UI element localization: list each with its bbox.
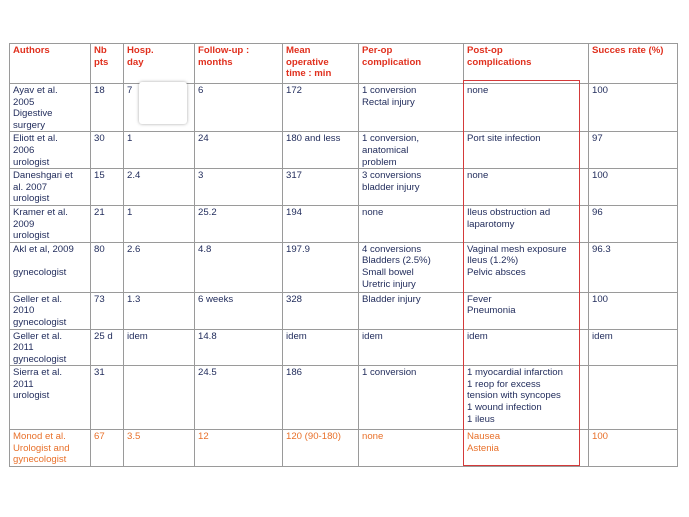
cell-per-op <box>359 430 464 467</box>
table-row <box>10 366 678 430</box>
cell-text: Pneumonia <box>467 305 516 317</box>
header-mean-op-time <box>283 44 359 84</box>
cell-follow-up <box>195 169 283 206</box>
cell-text: 1 <box>127 206 133 218</box>
header-text: Follow-up : <box>198 45 250 56</box>
cell-follow-up <box>195 84 283 132</box>
cell-text <box>13 255 88 267</box>
cell-post-op <box>464 292 589 329</box>
cell-per-op <box>359 329 464 366</box>
cell-text: 2010 <box>13 305 35 317</box>
cell-text: 2011 <box>13 342 34 354</box>
cell-text: 2009 <box>13 218 35 230</box>
cell-text: idem <box>362 330 383 342</box>
cell-text: idem <box>286 330 307 342</box>
header-per-op <box>359 44 464 84</box>
cell-text: 1 myocardial infarction <box>467 367 563 379</box>
cell-text: problem <box>362 156 397 168</box>
cell-text: Bladder injury <box>362 293 421 305</box>
cell-text: 25 d <box>94 330 113 342</box>
cell-mean-op-time <box>283 169 359 206</box>
header-text: months <box>198 56 233 68</box>
cell-text: 24 <box>198 133 209 145</box>
cell-nb-pts <box>91 242 124 292</box>
cell-text: 186 <box>286 367 303 379</box>
cell-text: 1 conversion <box>362 367 417 379</box>
header-success-rate <box>589 44 678 84</box>
cell-text: 1 <box>127 133 133 145</box>
cell-mean-op-time <box>283 430 359 467</box>
header-nb-pts <box>91 44 124 84</box>
cell-text: 3.5 <box>127 431 141 443</box>
cursor-popup <box>139 82 187 124</box>
cell-text: Ayav et al. <box>13 85 58 96</box>
cell-text: Sierra et al. <box>13 367 63 379</box>
cell-post-op <box>464 329 589 366</box>
cell-text: 67 <box>94 431 105 443</box>
cell-authors <box>10 132 91 169</box>
cell-text: gynecologist <box>13 316 67 328</box>
cell-mean-op-time <box>283 292 359 329</box>
cell-text: 2011 <box>13 378 34 390</box>
header-text: day <box>127 56 144 68</box>
header-row <box>10 44 678 84</box>
cell-text: none <box>467 170 489 182</box>
cell-per-op <box>359 205 464 242</box>
cell-text: 4.8 <box>198 243 212 255</box>
cell-text: 194 <box>286 206 303 218</box>
cell-text: Akl et al, 2009 <box>13 243 74 255</box>
cell-text: Ileus obstruction ad <box>467 206 551 218</box>
cell-nb-pts <box>91 292 124 329</box>
cell-authors <box>10 242 91 292</box>
cell-hosp-day <box>124 132 195 169</box>
cell-success-rate <box>589 366 678 430</box>
cell-text: 7 <box>127 85 133 96</box>
cell-text: 197.9 <box>286 243 311 255</box>
cell-mean-op-time <box>283 84 359 132</box>
header-follow-up <box>195 44 283 84</box>
cell-post-op <box>464 84 589 132</box>
cell-text: 1 conversion <box>362 85 417 96</box>
table-row <box>10 205 678 242</box>
cell-nb-pts <box>91 430 124 467</box>
cell-text: 1 conversion, <box>362 133 420 145</box>
cell-success-rate <box>589 292 678 329</box>
cell-text: Daneshgari et <box>13 170 73 182</box>
cell-text: 21 <box>94 206 105 218</box>
cell-text: idem <box>467 330 488 342</box>
cell-authors <box>10 329 91 366</box>
cell-nb-pts <box>91 205 124 242</box>
cell-success-rate <box>589 329 678 366</box>
cell-text: Digestive <box>13 108 53 120</box>
cell-authors <box>10 84 91 132</box>
cell-hosp-day <box>124 329 195 366</box>
cell-per-op <box>359 242 464 292</box>
cell-text: 120 (90-180) <box>286 431 341 443</box>
cell-nb-pts <box>91 366 124 430</box>
cell-text: 96 <box>592 206 603 218</box>
cell-text: 2006 <box>13 144 35 156</box>
table-row <box>10 242 678 292</box>
cell-text: Monod et al. <box>13 431 66 443</box>
cell-text: Nausea <box>467 431 501 443</box>
cell-text: 317 <box>286 170 303 182</box>
cell-text: Vaginal mesh exposure <box>467 243 567 255</box>
header-text: time : min <box>286 68 332 80</box>
cell-hosp-day <box>124 366 195 430</box>
cell-text: Pelvic absces <box>467 266 526 278</box>
cell-text: 80 <box>94 243 105 255</box>
cell-authors <box>10 366 91 430</box>
cell-success-rate <box>589 132 678 169</box>
cell-mean-op-time <box>283 366 359 430</box>
cell-text: 100 <box>592 85 609 96</box>
cell-text: urologist <box>13 230 50 242</box>
cell-text: Astenia <box>467 442 499 454</box>
cell-success-rate <box>589 430 678 467</box>
header-text: Mean <box>286 45 311 56</box>
cell-text: 18 <box>94 85 105 96</box>
cell-text: idem <box>592 330 613 342</box>
cell-text: Eliott et al. <box>13 133 58 145</box>
cell-mean-op-time <box>283 329 359 366</box>
cell-authors <box>10 292 91 329</box>
cell-follow-up <box>195 329 283 366</box>
cell-text: Small bowel <box>362 266 414 278</box>
cell-text <box>592 367 675 379</box>
cell-text: bladder injury <box>362 181 420 193</box>
cell-text: 2.4 <box>127 170 141 182</box>
cell-mean-op-time <box>283 132 359 169</box>
cell-text: 30 <box>94 133 105 145</box>
cell-follow-up <box>195 430 283 467</box>
cell-text: Kramer et al. <box>13 206 68 218</box>
cell-follow-up <box>195 205 283 242</box>
table-row <box>10 292 678 329</box>
cell-text: 100 <box>592 293 609 305</box>
cell-text: 100 <box>592 170 609 182</box>
cell-hosp-day <box>124 242 195 292</box>
cell-post-op <box>464 169 589 206</box>
cell-text: 6 <box>198 85 204 96</box>
cell-text: 6 weeks <box>198 293 234 305</box>
cell-text: none <box>362 206 384 218</box>
cell-text: tension with syncopes <box>467 390 561 402</box>
cell-success-rate <box>589 84 678 132</box>
header-post-op <box>464 44 589 84</box>
header-text: Post-op <box>467 45 503 56</box>
cell-hosp-day <box>124 169 195 206</box>
cell-text: Uretric injury <box>362 278 416 290</box>
cell-text: 328 <box>286 293 303 305</box>
table-row <box>10 84 678 132</box>
header-text: Authors <box>13 45 50 56</box>
cell-hosp-day <box>124 292 195 329</box>
header-text: Per-op <box>362 45 393 56</box>
cell-post-op <box>464 242 589 292</box>
cell-follow-up <box>195 132 283 169</box>
cell-authors <box>10 205 91 242</box>
cell-text: 3 <box>198 170 204 182</box>
cell-per-op <box>359 366 464 430</box>
cell-text: 24.5 <box>198 367 217 379</box>
cell-success-rate <box>589 169 678 206</box>
header-hosp-day <box>124 44 195 84</box>
cell-text: Ileus (1.2%) <box>467 255 519 267</box>
cell-text: 1 ileus <box>467 413 495 425</box>
cell-authors <box>10 430 91 467</box>
cell-text: 4 conversions <box>362 243 422 255</box>
cell-text: Geller et al. <box>13 330 63 342</box>
cell-text: 14.8 <box>198 330 217 342</box>
table-row <box>10 430 678 467</box>
cell-nb-pts <box>91 169 124 206</box>
cell-text: 1 wound infection <box>467 402 542 414</box>
cell-text: urologist <box>13 390 50 402</box>
cell-text: 1 reop for excess <box>467 378 541 390</box>
table-row <box>10 169 678 206</box>
cell-post-op <box>464 366 589 430</box>
cell-authors <box>10 169 91 206</box>
header-text: Hosp. <box>127 45 154 56</box>
header-text: Succes rate (%) <box>592 45 664 56</box>
cell-text: none <box>362 431 384 443</box>
cell-text: gynecologist <box>13 454 67 466</box>
cell-text: gynecologist <box>13 266 67 278</box>
cell-success-rate <box>589 205 678 242</box>
cell-text <box>127 367 192 379</box>
cell-text: laparotomy <box>467 218 515 230</box>
cell-per-op <box>359 292 464 329</box>
cell-text: gynecologist <box>13 353 67 365</box>
cell-text: idem <box>127 330 148 342</box>
cell-text: 100 <box>592 431 609 443</box>
cell-text: 25.2 <box>198 206 217 218</box>
cell-text: Port site infection <box>467 133 541 145</box>
cell-text: Rectal injury <box>362 96 415 108</box>
cell-mean-op-time <box>283 242 359 292</box>
header-text: Nb <box>94 45 107 56</box>
cell-mean-op-time <box>283 205 359 242</box>
table-row <box>10 132 678 169</box>
cell-text: 2005 <box>13 96 35 108</box>
cell-post-op <box>464 132 589 169</box>
cell-text: anatomical <box>362 144 409 156</box>
cell-text: urologist <box>13 193 50 205</box>
cell-text: urologist <box>13 156 50 168</box>
cell-follow-up <box>195 366 283 430</box>
header-text: pts <box>94 56 109 68</box>
cell-nb-pts <box>91 329 124 366</box>
cell-post-op <box>464 205 589 242</box>
header-text: operative <box>286 56 329 68</box>
cell-text: Geller et al. <box>13 293 63 305</box>
cell-text: 12 <box>198 431 209 443</box>
cell-hosp-day <box>124 430 195 467</box>
cell-per-op <box>359 84 464 132</box>
cell-per-op <box>359 169 464 206</box>
cell-text: 31 <box>94 367 105 379</box>
cell-text: surgery <box>13 119 45 131</box>
cell-text: 2.6 <box>127 243 141 255</box>
cell-post-op <box>464 430 589 467</box>
cell-text: Bladders (2.5%) <box>362 255 431 267</box>
cell-follow-up <box>195 242 283 292</box>
cell-text: 97 <box>592 133 603 145</box>
header-authors <box>10 44 91 84</box>
cell-success-rate <box>589 242 678 292</box>
cell-text: Urologist and <box>13 442 70 454</box>
cell-text: none <box>467 85 489 96</box>
cell-text: 172 <box>286 85 303 96</box>
cell-text: 15 <box>94 170 105 182</box>
cell-text: 180 and less <box>286 133 341 145</box>
cell-per-op <box>359 132 464 169</box>
cell-hosp-day <box>124 205 195 242</box>
header-text: complication <box>362 56 422 68</box>
header-text: complications <box>467 56 532 68</box>
cell-follow-up <box>195 292 283 329</box>
results-table <box>9 43 678 467</box>
cell-nb-pts <box>91 84 124 132</box>
table-row <box>10 329 678 366</box>
cell-text: 96.3 <box>592 243 611 255</box>
cell-text: 1.3 <box>127 293 141 305</box>
cell-nb-pts <box>91 132 124 169</box>
cell-text: Fever <box>467 293 492 305</box>
cell-text: 3 conversions <box>362 170 422 182</box>
cell-text: al. 2007 <box>13 181 48 193</box>
cell-text: 73 <box>94 293 105 305</box>
